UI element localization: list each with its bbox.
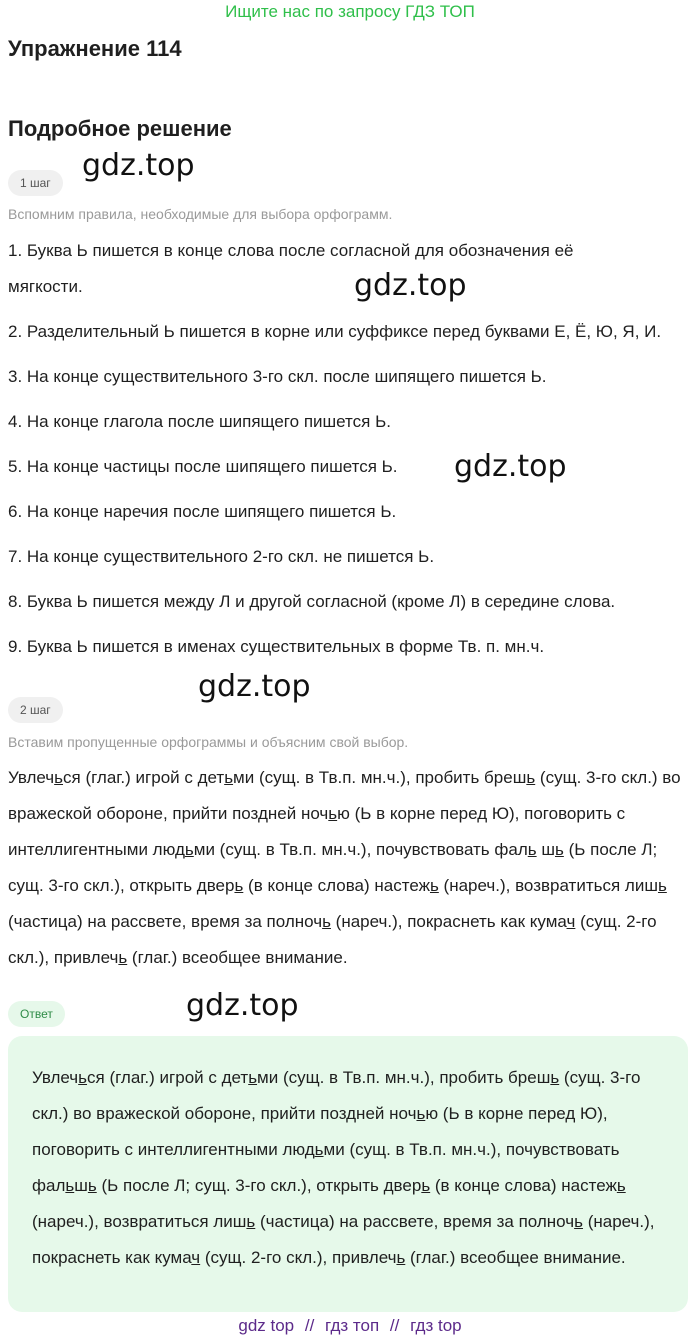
watermark: gdz.top <box>454 449 567 484</box>
footer-separator: // <box>389 1316 400 1335</box>
footer-link-gdz-top[interactable]: gdz top <box>238 1316 295 1335</box>
step-2-badge <box>8 697 63 723</box>
rule-2: 2. Разделительный Ь пишется в корне или суффиксе перед буквами Е, Ё, Ю, Я, И. <box>8 322 662 341</box>
step-2-text: Увлечься (глаг.) игрой с детьми (сущ. в Тв.п. мн.ч.), пробить брешь (сущ. 3-го скл.) во вражеской обороне, прийти поздней ночью (Ь в корне перед Ю), поговорить с интеллигентными людьми (сущ. в Тв.п. мн.ч.), почувствовать фаль шь (Ь после Л; сущ. 3-го скл.), открыть дверь (в конце слова) настежь (нареч.), возвратиться лишь (частица) на рассвете, время за полночь (нареч.), покраснеть как кумач (сущ. 2-го скл.), привлечь (глаг.) всеобщее внимание. <box>8 768 681 967</box>
rule-1-cont: мягкости. <box>8 277 83 296</box>
watermark: gdz.top <box>354 268 467 303</box>
step-1-badge <box>8 170 63 196</box>
rule-1: 1. Буква Ь пишется в конце слова после согласной для обозначения её <box>8 241 574 260</box>
watermark: gdz.top <box>82 148 195 183</box>
step-1-pill: 1 шаг <box>8 170 63 196</box>
answer-pill: Ответ <box>8 1001 65 1027</box>
footer-links <box>0 1316 700 1336</box>
footer-link-gdz-top-mixed[interactable]: гдз top <box>410 1316 462 1335</box>
exercise-title: Упражнение 114 <box>8 36 182 61</box>
rule-4: 4. На конце глагола после шипящего пишется Ь. <box>8 412 391 431</box>
rule-8: 8. Буква Ь пишется между Л и другой согласной (кроме Л) в середине слова. <box>8 592 616 611</box>
rule-6: 6. На конце наречия после шипящего пишется Ь. <box>8 502 397 521</box>
solution-title: Подробное решение <box>8 116 232 141</box>
footer-link-gdz-top-ru[interactable]: гдз топ <box>325 1316 380 1335</box>
rule-3: 3. На конце существительного 3-го скл. после шипящего пишется Ь. <box>8 367 547 386</box>
footer-separator: // <box>304 1316 315 1335</box>
top-banner[interactable]: Ищите нас по запросу ГДЗ ТОП <box>225 2 475 21</box>
step-1-hint: Вспомним правила, необходимые для выбора орфограмм. <box>8 206 393 222</box>
answer-text: Увлечься (глаг.) игрой с детьми (сущ. в Тв.п. мн.ч.), пробить брешь (сущ. 3-го скл.) во вражеской обороне, прийти поздней ночью (Ь в корне перед Ю), поговорить с интеллигентными людьми (сущ. в Тв.п. мн.ч.), почувствовать фальшь (Ь после Л; сущ. 3-го скл.), открыть дверь (в конце слова) настежь (нареч.), возвратиться лишь (частица) на рассвете, время за полночь (нареч.), покраснеть как кумач (сущ. 2-го скл.), привлечь (глаг.) всеобщее внимание. <box>32 1068 655 1267</box>
step-2-hint: Вставим пропущенные орфограммы и объясним свой выбор. <box>8 734 409 750</box>
step-2-pill: 2 шаг <box>8 697 63 723</box>
watermark: gdz.top <box>198 669 311 704</box>
answer-badge <box>8 1001 65 1027</box>
rule-5: 5. На конце частицы после шипящего пишется Ь. <box>8 457 398 476</box>
rule-9: 9. Буква Ь пишется в именах существительных в форме Тв. п. мн.ч. <box>8 637 545 656</box>
rule-7: 7. На конце существительного 2-го скл. не пишется Ь. <box>8 547 435 566</box>
watermark: gdz.top <box>186 988 299 1023</box>
